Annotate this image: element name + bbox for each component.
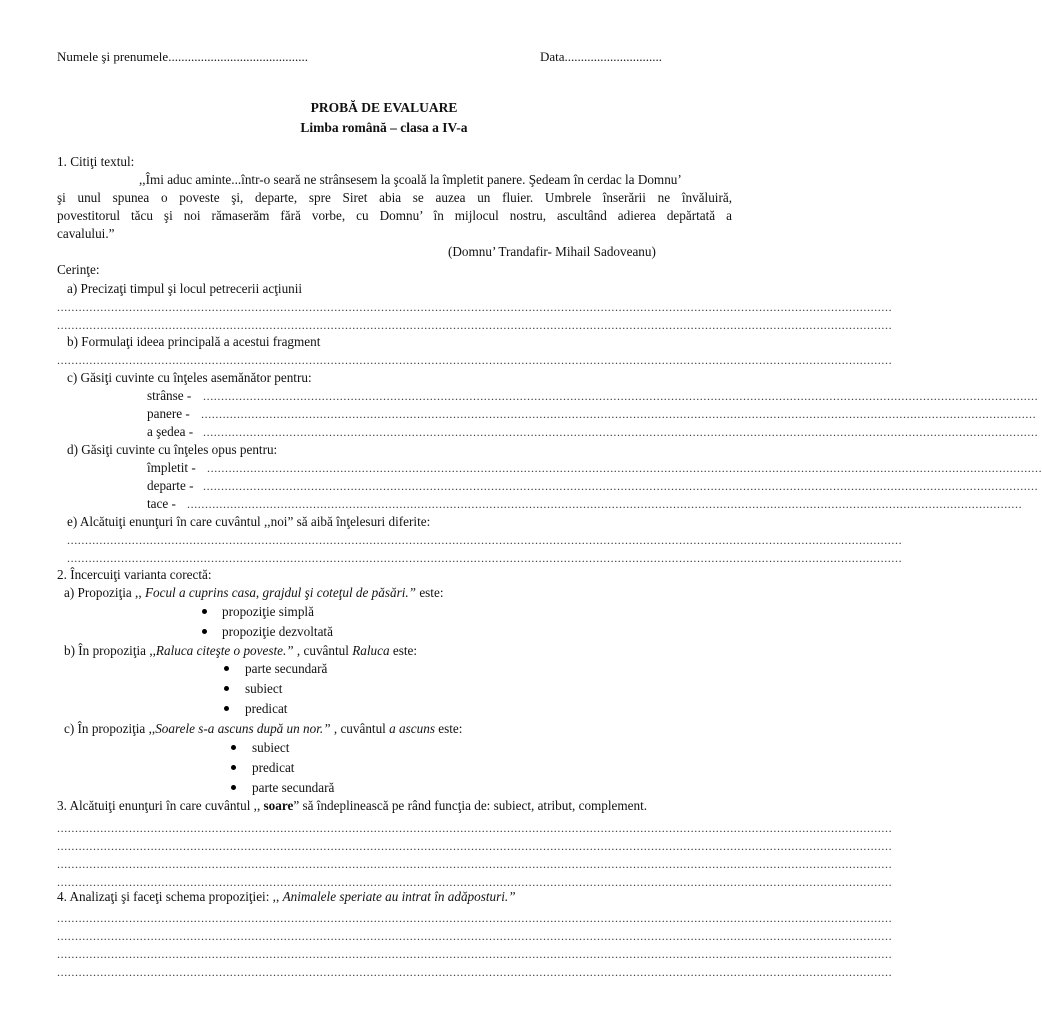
ex1-a-question: a) Precizaţi timpul şi locul petrecerii acţiunii [67, 281, 303, 296]
answer-line: ........................................................................................................................................................................................................................................ [57, 353, 893, 367]
bullet-icon [202, 609, 207, 614]
date-field-label [540, 50, 662, 63]
ex1-text-line-1: ,,Îmi aduc aminte...într-o seară ne strânsesem la şcoală la împletit panere. Şedeam în cerdac la Domnu’ [139, 172, 682, 187]
answer-line: ........................................................................................................................................................................................................................................ [203, 425, 1039, 439]
ex1-e-question: e) Alcătuiţi enunţuri în care cuvântul ,,noi” să aibă înţelesuri diferite: [67, 514, 431, 529]
bullet-icon [224, 706, 229, 711]
ex2-a-option[interactable]: propoziţie dezvoltată [222, 624, 333, 639]
ex4-pre: 4. Analizaţi şi faceţi schema propoziţiei: ,, [57, 889, 283, 904]
ex2-c-pre: c) În propoziţia ,, [64, 721, 156, 736]
ex2-c-option[interactable]: parte secundară [252, 780, 335, 795]
ex1-cerinte: Cerinţe: [57, 262, 100, 277]
ex2-a-pre: a) Propoziţia ,, [64, 585, 142, 600]
bullet-icon [231, 765, 236, 770]
answer-line: ........................................................................................................................................................................................................................................ [203, 389, 1039, 403]
antonym-word: împletit - [147, 460, 196, 475]
ex2-b-option[interactable]: subiect [245, 681, 283, 696]
answer-line: ........................................................................................................................................................................................................................................ [67, 533, 903, 547]
antonym-word: tace - [147, 496, 176, 511]
ex2-c-question [64, 722, 462, 735]
ex3-pre: 3. Alcătuiţi enunţuri în care cuvântul ,, [57, 798, 264, 813]
page-title: PROBĂ DE EVALUARE [310, 100, 458, 115]
answer-line: ........................................................................................................................................................................................................................................ [57, 911, 893, 925]
synonym-word: strânse - [147, 388, 192, 403]
ex1-text-line-2: şi unul spunea o poveste şi, departe, spre Siret abia se auzea un fluier. Umbrele înserării ne învăluiră, [57, 190, 732, 205]
ex2-c-option[interactable]: subiect [252, 740, 290, 755]
ex2-b-quote: Raluca citeşte o poveste.” [155, 643, 294, 658]
name-dots: ........................................... [168, 49, 308, 64]
ex4-quote: Animalele speriate au intrat în adăposturi.” [282, 889, 516, 904]
ex2-b-post: este: [389, 643, 418, 658]
ex2-b-question [64, 644, 417, 657]
name-field-label [57, 50, 308, 63]
ex2-b-pre: b) În propoziţia ,, [64, 643, 156, 658]
bullet-icon [224, 686, 229, 691]
answer-line: ........................................................................................................................................................................................................................................ [203, 479, 1039, 493]
ex1-source: (Domnu’ Trandafir- Mihail Sadoveanu) [448, 244, 656, 259]
antonym-word: departe - [147, 478, 194, 493]
answer-line: ........................................................................................................................................................................................................................................ [57, 318, 893, 332]
ex2-a-question [64, 586, 443, 599]
date-dots: .............................. [564, 49, 663, 64]
ex3-word: soare [263, 798, 294, 813]
answer-line: ........................................................................................................................................................................................................................................ [57, 965, 893, 979]
ex2-b-option[interactable]: parte secundară [245, 661, 328, 676]
synonym-word: a şedea - [147, 424, 194, 439]
ex2-heading: 2. Încercuiţi varianta corectă: [57, 567, 212, 582]
answer-line: ........................................................................................................................................................................................................................................ [201, 407, 1037, 421]
answer-line: ........................................................................................................................................................................................................................................ [57, 929, 893, 943]
ex2-b-mid: , cuvântul [293, 643, 353, 658]
ex2-a-quote: Focul a cuprins casa, grajdul şi coteţul de păsări.” [141, 585, 417, 600]
ex3-question [57, 799, 647, 812]
ex2-c-word: a ascuns [389, 721, 435, 736]
bullet-icon [202, 629, 207, 634]
ex2-c-post: este: [434, 721, 463, 736]
answer-line: ........................................................................................................................................................................................................................................ [67, 551, 903, 565]
answer-line: ........................................................................................................................................................................................................................................ [57, 947, 893, 961]
ex2-b-option[interactable]: predicat [245, 701, 288, 716]
name-label: Numele şi prenumele [57, 49, 169, 64]
ex2-c-option[interactable]: predicat [252, 760, 295, 775]
bullet-icon [224, 666, 229, 671]
ex1-heading: 1. Citiţi textul: [57, 154, 135, 169]
ex2-a-post: este: [416, 585, 444, 600]
ex2-a-option[interactable]: propoziţie simplă [222, 604, 314, 619]
ex2-c-quote: Soarele s-a ascuns după un nor.” [155, 721, 331, 736]
ex1-d-question: d) Găsiţi cuvinte cu înţeles opus pentru: [67, 442, 278, 457]
page-subtitle: Limba română – clasa a IV-a [300, 120, 468, 135]
answer-line: ........................................................................................................................................................................................................................................ [57, 300, 893, 314]
answer-line: ........................................................................................................................................................................................................................................ [57, 857, 893, 871]
answer-line: ........................................................................................................................................................................................................................................ [57, 839, 893, 853]
ex2-b-word: Raluca [352, 643, 390, 658]
ex1-b-question: b) Formulaţi ideea principală a acestui fragment [67, 334, 321, 349]
answer-line: ........................................................................................................................................................................................................................................ [207, 461, 1042, 475]
synonym-word: panere - [147, 406, 190, 421]
answer-line: ........................................................................................................................................................................................................................................ [57, 821, 893, 835]
answer-line: ........................................................................................................................................................................................................................................ [187, 497, 1023, 511]
ex4-question [57, 890, 516, 903]
bullet-icon [231, 745, 236, 750]
ex3-post: ” să îndeplinească pe rând funcţia de: subiect, atribut, complement. [293, 798, 648, 813]
ex1-text-line-3: povestitorul tăcu şi noi rămaserăm fără vorbe, cu Domnu’ în mijlocul nostru, ascultând adierea depărtată a [57, 208, 732, 223]
answer-line: ........................................................................................................................................................................................................................................ [57, 875, 893, 889]
bullet-icon [231, 785, 236, 790]
date-label: Data [540, 49, 565, 64]
ex2-c-mid: , cuvântul [330, 721, 390, 736]
ex1-text-line-4: cavalului.” [57, 226, 115, 241]
ex1-c-question: c) Găsiţi cuvinte cu înţeles asemănător pentru: [67, 370, 312, 385]
